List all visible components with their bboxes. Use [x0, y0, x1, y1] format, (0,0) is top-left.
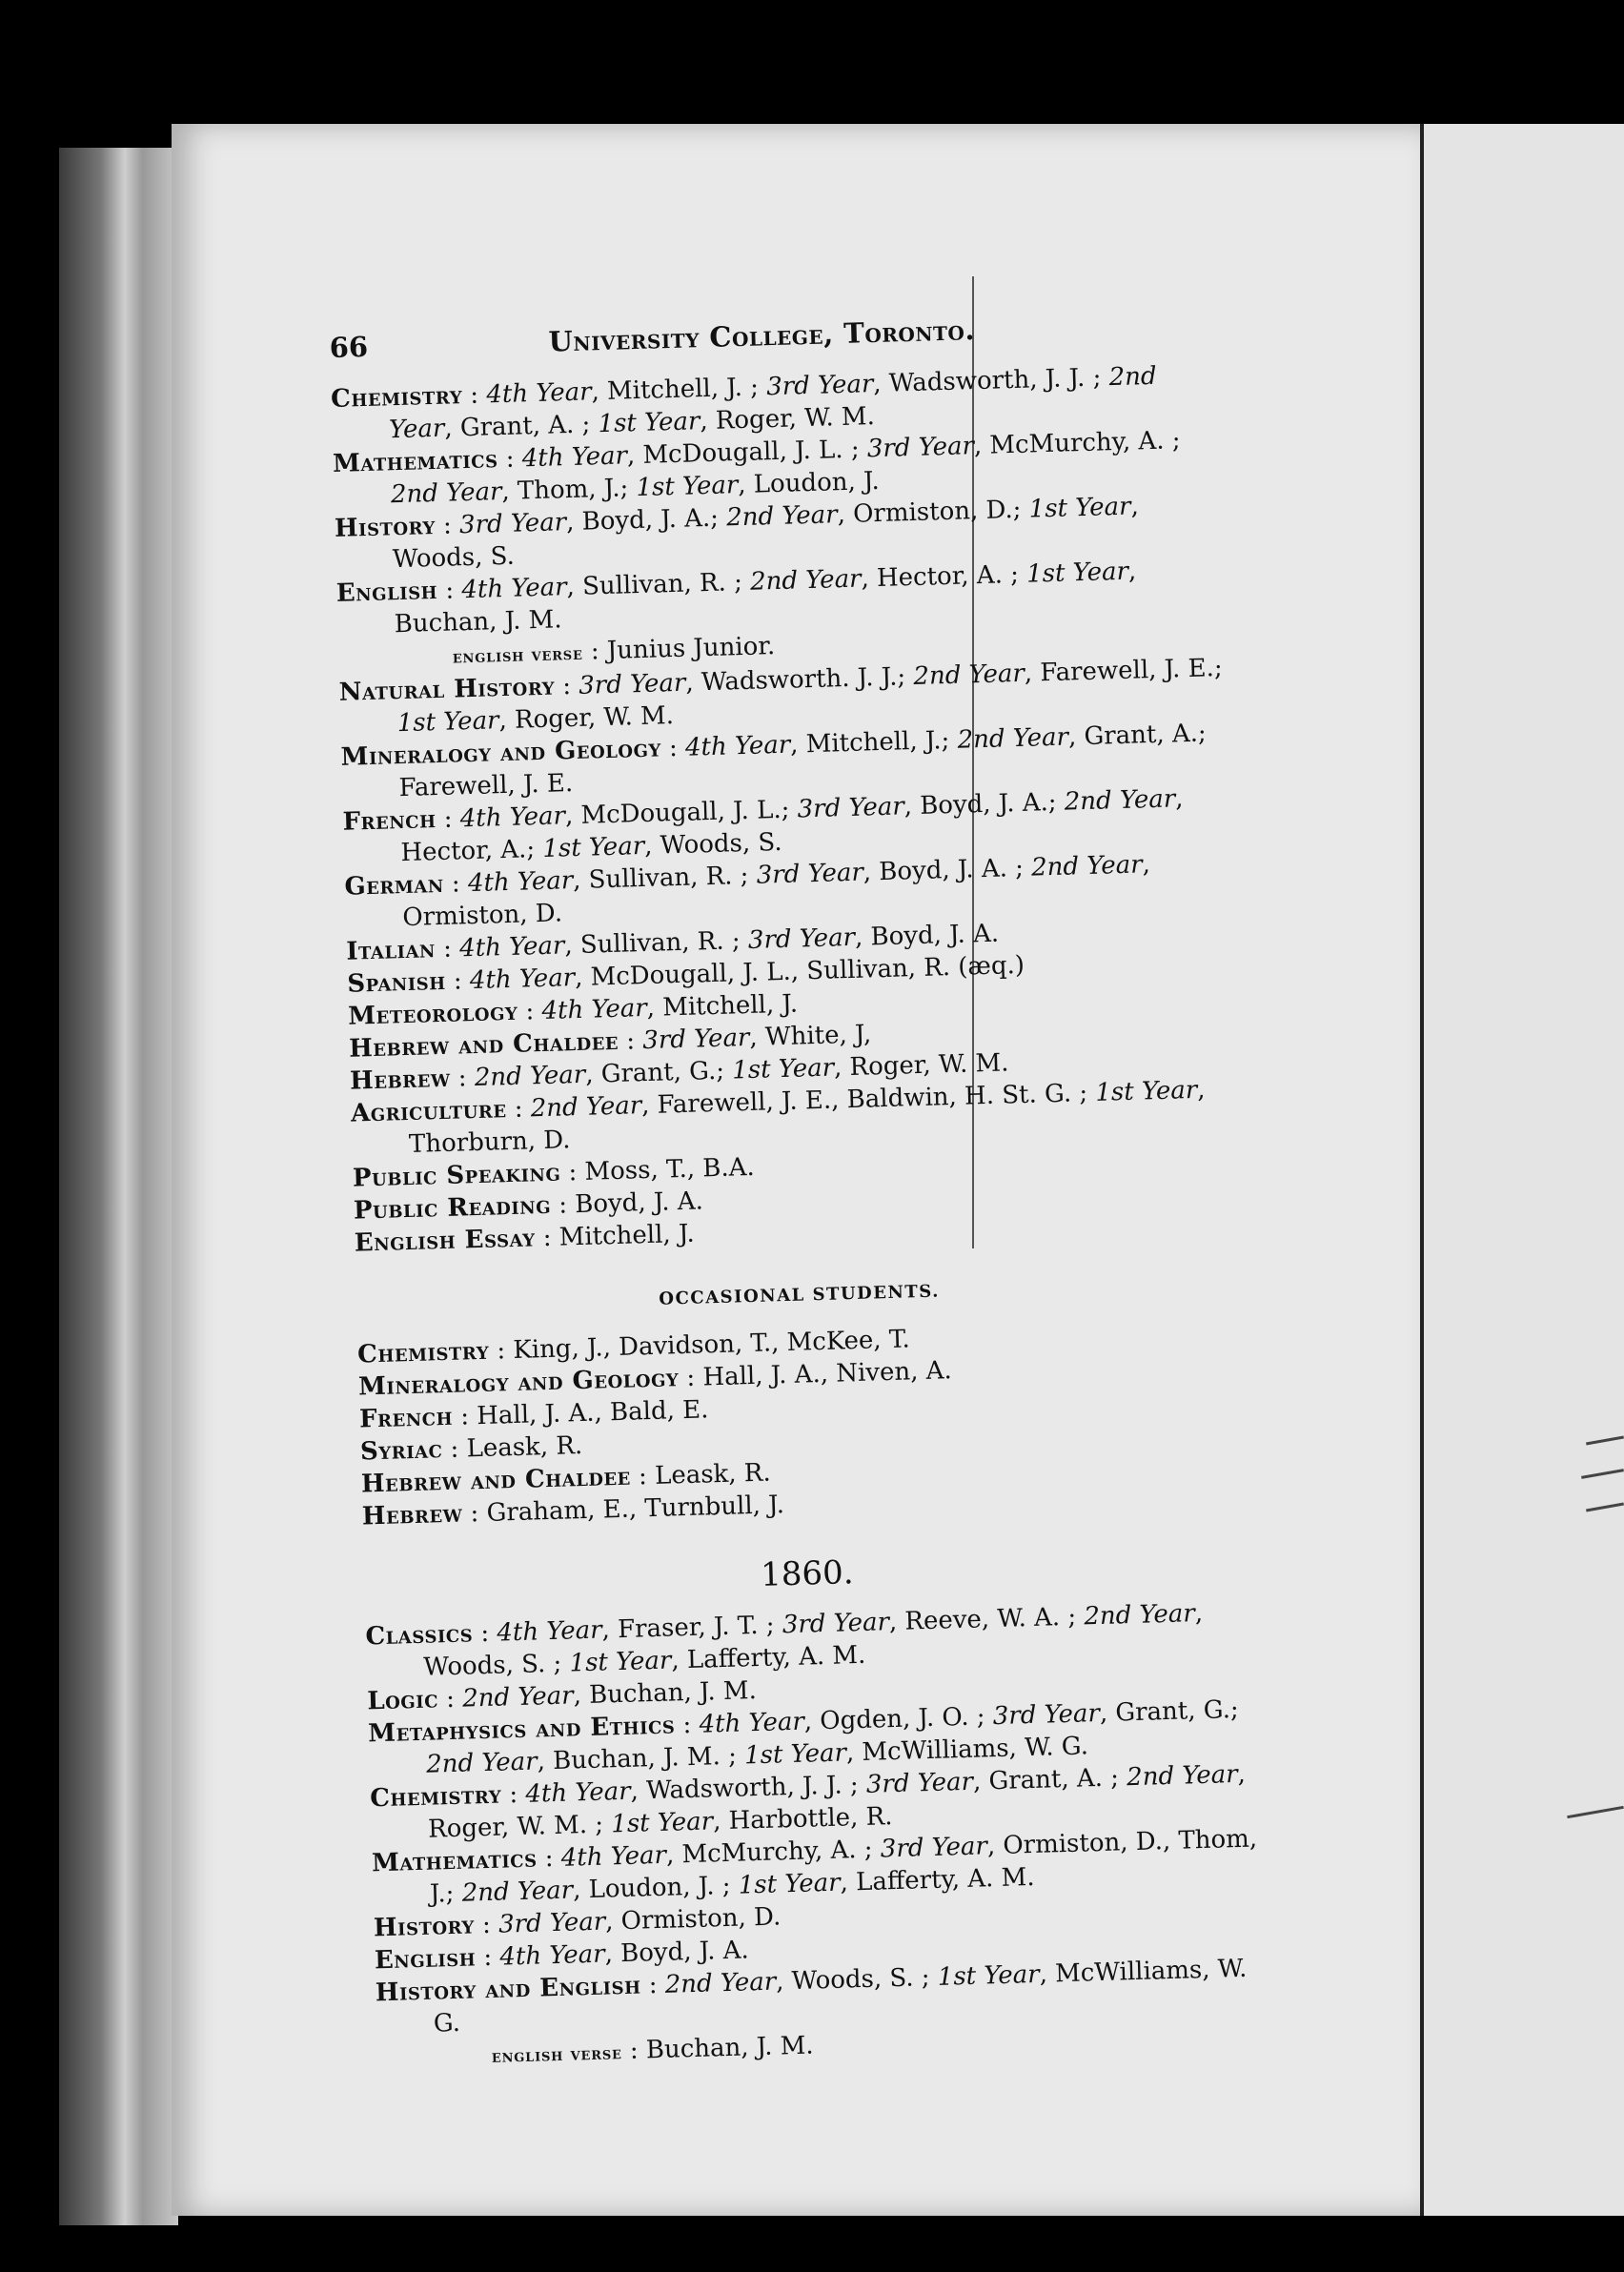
prize-list-1859: [331, 358, 1241, 1260]
year-label: 2nd Year: [913, 659, 1025, 692]
year-label: 2nd Year: [1064, 784, 1176, 817]
entry-row: Mineralogy and Geology : 4th Year, Mitchell, J.; 2nd Year, Grant, A.; Farewell, J. E.: [340, 719, 1208, 803]
year-label: 2nd Year: [474, 1060, 586, 1093]
entry-row: Mineralogy and Geology : Hall, J. A., Niven, A.: [357, 1356, 953, 1402]
entry-row: Agriculture : 2nd Year, Farewell, J. E., Baldwin, H. St. G. ; 1st Year, Thorburn, D.: [350, 1075, 1206, 1159]
student-names: King, J., Davidson, T., McKee, T.: [512, 1325, 911, 1366]
student-names: Junius Junior.: [606, 632, 776, 665]
student-names: , Grant, A. ;: [972, 1763, 1127, 1796]
student-names: Hall, J. A., Bald, E.: [476, 1395, 709, 1431]
subject-label: Syriac: [359, 1435, 443, 1467]
student-names: , McDougall, J. L. ;: [626, 435, 868, 471]
subject-label: Hebrew and Chaldee: [348, 1026, 619, 1064]
student-names: Buchan, J. M.: [645, 2031, 815, 2065]
entry-row: Syriac : Leask, R.: [359, 1431, 583, 1467]
year-label: 2nd Year: [425, 1747, 538, 1779]
entry-row: Chemistry : 4th Year, Wadsworth, J. J. ; 3rd Year, Grant, A. ; 2nd Year, Roger, W. M. ; 1st Year, Harbottle, R.: [369, 1759, 1247, 1844]
student-names: , Fraser, J. T. ;: [601, 1611, 783, 1645]
student-names: , Boyd, J. A. ;: [863, 853, 1032, 887]
student-names: , Ormiston, D.: [604, 1902, 782, 1937]
subject-label: Mineralogy and Geology: [340, 734, 662, 772]
year-label: 4th Year: [560, 1840, 667, 1873]
year-label: 3rd Year: [797, 792, 905, 824]
entry-row: Logic : 2nd Year, Buchan, J. M.: [366, 1676, 758, 1716]
year-label: 1st Year: [598, 407, 700, 439]
student-names: Leask, R.: [466, 1431, 583, 1464]
entry-row: Mathematics : 4th Year, McMurchy, A. ; 3rd Year, Ormiston, D., Thom, J.; 2nd Year, Loudon, J. ; 1st Year, Lafferty, A. M.: [371, 1824, 1258, 1909]
year-label: 4th Year: [684, 730, 791, 762]
entry-row: History : 3rd Year, Ormiston, D.: [373, 1902, 782, 1943]
page-number: 66: [329, 330, 369, 364]
student-names: , McWilliams, W. G.: [845, 1732, 1089, 1768]
year-label: 3rd Year: [756, 858, 864, 890]
subject-label: Mineralogy and Geology: [357, 1364, 680, 1402]
year-label: 3rd Year: [458, 508, 567, 540]
entry-row: Italian : 4th Year, Sullivan, R. ; 3rd Year, Boyd, J. A.: [345, 919, 1000, 966]
student-names: , Woods, S. ;: [775, 1962, 939, 1997]
student-names: , Loudon, J. ;: [572, 1871, 740, 1905]
entry-row: Hebrew and Chaldee : Leask, R.: [360, 1458, 772, 1499]
entry-row: english verse : Junius Junior.: [452, 632, 776, 668]
student-names: , Wadsworth, J. J. ;: [872, 363, 1110, 399]
student-names: , Boyd, J. A.: [604, 1936, 750, 1969]
page-content: [329, 299, 1264, 2076]
year-label: 2nd Year: [725, 500, 839, 533]
student-names: , McDougall, J. L.;: [564, 795, 799, 831]
subject-label: French: [358, 1402, 454, 1434]
student-names: , Sullivan, R. ;: [566, 567, 751, 602]
year-label: 3rd Year: [747, 923, 856, 955]
book-page-edges: [59, 148, 178, 2225]
student-names: , Harbottle, R.: [712, 1802, 893, 1836]
subject-label: Public Reading: [353, 1190, 552, 1226]
student-names: , Grant, G.;: [1099, 1694, 1240, 1728]
entry-row: Public Reading : Boyd, J. A.: [353, 1187, 704, 1226]
year-label: 4th Year: [469, 964, 576, 996]
student-names: , Hector, A.;: [400, 784, 1184, 868]
entry-row: English : 4th Year, Sullivan, R. ; 2nd Year, Hector, A. ; 1st Year, Buchan, J. M.: [335, 557, 1137, 639]
entry-row: Public Speaking : Moss, T., B.A.: [352, 1152, 756, 1193]
entry-row: German : 4th Year, Sullivan, R. ; 3rd Year, Boyd, J. A. ; 2nd Year, Ormiston, D.: [344, 850, 1151, 933]
student-names: , Woods, S. ;: [422, 1598, 1204, 1682]
year-1860-heading: 1860.: [760, 1553, 855, 1594]
entry-row: History : 3rd Year, Boyd, J. A.; 2nd Year, Ormiston, D.; 1st Year, Woods, S.: [334, 492, 1140, 575]
student-names: Hall, J. A., Niven, A.: [702, 1356, 953, 1392]
student-names: , Lafferty, A. M.: [670, 1640, 866, 1675]
year-label: 4th Year: [467, 866, 574, 899]
student-names: , Woods, S.: [643, 827, 782, 861]
student-names: , Grant, G.;: [584, 1056, 733, 1089]
student-names: , Woods, S.: [392, 492, 1140, 575]
subject-label: Chemistry: [369, 1780, 502, 1814]
year-label: 4th Year: [485, 377, 592, 410]
year-label: 4th Year: [699, 1707, 805, 1739]
subject-label: Classics: [365, 1619, 474, 1652]
student-names: , Grant, A. ;: [443, 410, 599, 443]
student-names: , McDougall, J. L., Sullivan, R. (æq.): [574, 950, 1025, 993]
prize-list-1860: [365, 1596, 1264, 2077]
student-names: , McMurchy, A. ;: [665, 1835, 882, 1870]
year-label: 3rd Year: [765, 370, 874, 402]
entry-row: Metaphysics and Ethics : 4th Year, Ogden, J. O. ; 3rd Year, Grant, G.; 2nd Year, Buchan, J. M. ; 1st Year, McWilliams, W. G.: [367, 1694, 1240, 1779]
subject-label: Meteorology: [347, 997, 518, 1031]
entry-row: Hebrew : Graham, E., Turnbull, J.: [361, 1491, 785, 1532]
subject-label: english verse: [491, 2042, 622, 2067]
year-label: 4th Year: [499, 1939, 606, 1972]
year-label: 4th Year: [458, 931, 565, 964]
entry-row: Chemistry : 4th Year, Mitchell, J. ; 3rd Year, Wadsworth, J. J. ; 2nd Year, Grant, A. ; 1st Year, Roger, W. M.: [330, 361, 1157, 445]
year-label: 3rd Year: [497, 1907, 606, 1939]
student-names: Mitchell, J.: [558, 1219, 696, 1252]
year-label: 2nd Year: [957, 722, 1069, 755]
subject-label: Chemistry: [356, 1336, 490, 1369]
student-names: , Roger, W. M.: [699, 402, 876, 436]
year-label: 2nd Year: [461, 1681, 575, 1714]
entry-row: Hebrew and Chaldee : 3rd Year, White, J,: [348, 1020, 872, 1064]
student-names: , Ormiston, D., Thom, J.;: [429, 1824, 1258, 1909]
subject-label: Italian: [345, 935, 436, 966]
year-label: 1st Year: [1028, 492, 1131, 524]
year-label: 2nd Year: [1126, 1759, 1238, 1793]
student-names: , Grant, A.; Farewell, J. E.: [398, 719, 1208, 803]
student-names: Boyd, J. A.: [574, 1187, 704, 1220]
subject-label: Mathematics: [332, 445, 498, 478]
year-label: 1st Year: [1094, 1075, 1198, 1107]
year-label: 3rd Year: [782, 1608, 890, 1640]
student-names: , Farewell, J. E.;: [1024, 653, 1224, 688]
student-names: , Buchan, J. M.: [394, 557, 1137, 639]
occasional-students-heading: OCCASIONAL STUDENTS.: [659, 1281, 941, 1309]
year-label: 1st Year: [396, 706, 499, 739]
year-label: 1st Year: [636, 471, 739, 503]
student-names: , Roger, W. M. ;: [427, 1759, 1247, 1844]
year-label: 2nd Year: [388, 361, 1157, 445]
subject-label: French: [342, 805, 436, 837]
student-names: , Roger, W. M.: [498, 701, 675, 736]
entry-row: Mathematics : 4th Year, McDougall, J. L. ; 3rd Year, McMurchy, A. ; 2nd Year, Thom, J.; 1st Year, Loudon, J.: [332, 426, 1181, 510]
year-label: 2nd Year: [1083, 1599, 1196, 1632]
subject-label: Hebrew: [349, 1064, 451, 1096]
occasional-students-list: [357, 1314, 1248, 1533]
entry-row: Hebrew : 2nd Year, Grant, G.; 1st Year, Roger, W. M.: [349, 1048, 1009, 1096]
student-names: , Wadsworth, J. J. ;: [630, 1770, 867, 1806]
subject-label: History: [373, 1911, 476, 1943]
student-names: , Reeve, W. A. ;: [888, 1602, 1085, 1637]
student-names: , Roger, W. M.: [833, 1048, 1009, 1083]
entry-row: Chemistry : King, J., Davidson, T., McKee, T.: [356, 1325, 911, 1369]
running-title: University College, Toronto.: [548, 314, 976, 358]
student-names: , Thorburn, D.: [408, 1075, 1206, 1159]
subject-label: Logic: [366, 1685, 439, 1716]
year-label: 3rd Year: [641, 1023, 750, 1056]
subject-label: Public Speaking: [352, 1158, 561, 1193]
subject-label: English Essay: [354, 1224, 536, 1258]
student-names: , Farewell, J. E., Baldwin, H. St. G. ;: [640, 1078, 1096, 1121]
subject-label: Hebrew and Chaldee: [360, 1462, 632, 1499]
entry-row: Natural History : 3rd Year, Wadsworth. J. J.; 2nd Year, Farewell, J. E.; 1st Year, Roger, W. M.: [338, 653, 1224, 739]
year-label: 2nd Year: [664, 1967, 777, 1999]
entry-row: French : Hall, J. A., Bald, E.: [358, 1395, 709, 1434]
year-label: 1st Year: [731, 1053, 835, 1085]
student-names: , McMurchy, A. ;: [973, 426, 1181, 461]
entry-row: Meteorology : 4th Year, Mitchell, J.: [347, 989, 799, 1031]
student-names: Moss, T., B.A.: [584, 1152, 756, 1187]
year-label: 1st Year: [937, 1959, 1041, 1992]
subject-label: History and English: [375, 1971, 641, 2008]
subject-label: Hebrew: [361, 1499, 463, 1532]
year-label: 4th Year: [496, 1615, 603, 1648]
student-names: , Mitchell, J.;: [789, 725, 959, 760]
student-names: , Ormiston, D.: [402, 850, 1151, 933]
student-names: , Sullivan, R. ;: [572, 861, 758, 896]
student-names: , Thom, J.;: [500, 474, 637, 506]
year-label: 4th Year: [460, 573, 567, 605]
year-label: 4th Year: [521, 441, 628, 474]
year-label: 2nd Year: [461, 1876, 574, 1908]
subject-label: Chemistry: [330, 381, 463, 414]
student-names: , Boyd, J. A.: [854, 919, 1000, 952]
year-label: 2nd Year: [749, 564, 862, 597]
student-names: , Wadsworth. J. J.;: [684, 662, 914, 698]
subject-label: Agriculture: [350, 1095, 507, 1128]
year-label: 4th Year: [524, 1776, 631, 1809]
student-names: , Ogden, J. O. ;: [803, 1702, 994, 1736]
year-label: 1st Year: [541, 831, 645, 863]
subject-label: Metaphysics and Ethics: [367, 1711, 676, 1749]
year-label: 1st Year: [743, 1738, 847, 1771]
subject-label: Natural History: [338, 672, 556, 707]
student-names: , Sullivan, R. ;: [563, 925, 749, 961]
year-label: 3rd Year: [880, 1832, 988, 1864]
subject-label: English: [374, 1943, 477, 1976]
entry-row: English : 4th Year, Boyd, J. A.: [374, 1936, 750, 1976]
student-names: , Hector, A. ;: [861, 559, 1027, 594]
year-label: 4th Year: [541, 993, 648, 1026]
year-label: 2nd Year: [390, 477, 502, 510]
entry-row: Classics : 4th Year, Fraser, J. T. ; 3rd Year, Reeve, W. A. ; 2nd Year, Woods, S. ; 1st Year, Lafferty, A. M.: [365, 1598, 1204, 1682]
student-names: , Lafferty, A. M.: [840, 1862, 1035, 1897]
subject-label: German: [344, 869, 445, 902]
year-label: 3rd Year: [578, 668, 686, 700]
student-names: , Loudon, J.: [737, 466, 881, 500]
subject-label: English: [335, 576, 438, 608]
student-names: , Buchan, J. M.: [573, 1676, 758, 1711]
entry-row: Spanish : 4th Year, McDougall, J. L., Sullivan, R. (æq.): [346, 950, 1025, 999]
year-label: 2nd Year: [1030, 850, 1143, 882]
year-label: 3rd Year: [992, 1698, 1101, 1732]
student-names: , McWilliams, W. G.: [433, 1954, 1248, 2039]
year-label: 3rd Year: [866, 432, 975, 464]
year-label: 1st Year: [1025, 557, 1129, 589]
subject-label: Spanish: [346, 966, 447, 999]
student-names: , Boyd, J. A.;: [565, 503, 727, 538]
student-names: , Buchan, J. M. ;: [537, 1741, 745, 1776]
year-label: 1st Year: [569, 1646, 672, 1678]
student-names: , Mitchell, J.: [646, 989, 799, 1023]
subject-label: english verse: [452, 642, 583, 668]
year-label: 2nd Year: [530, 1091, 642, 1124]
student-names: Leask, R.: [654, 1458, 772, 1491]
entry-row: English Essay : Mitchell, J.: [354, 1219, 696, 1258]
year-label: 1st Year: [738, 1868, 841, 1900]
student-names: Graham, E., Turnbull, J.: [486, 1491, 785, 1528]
student-names: , Mitchell, J. ;: [591, 373, 767, 407]
entry-row: english verse : Buchan, J. M.: [491, 2031, 815, 2067]
student-names: , Boyd, J. A.;: [903, 787, 1066, 822]
year-label: 3rd Year: [865, 1767, 974, 1799]
year-label: 1st Year: [610, 1807, 714, 1839]
entry-row: French : 4th Year, McDougall, J. L.; 3rd Year, Boyd, J. A.; 2nd Year, Hector, A.; 1st Year, Woods, S.: [342, 784, 1184, 868]
facing-page: [1420, 124, 1624, 2216]
student-names: , Ormiston, D.;: [837, 495, 1030, 530]
year-label: 4th Year: [459, 801, 566, 834]
entry-row: History and English : 2nd Year, Woods, S. ; 1st Year, McWilliams, W. G.: [375, 1954, 1248, 2039]
subject-label: History: [334, 511, 436, 543]
subject-label: Mathematics: [371, 1844, 538, 1878]
student-names: , White, J,: [748, 1020, 872, 1052]
